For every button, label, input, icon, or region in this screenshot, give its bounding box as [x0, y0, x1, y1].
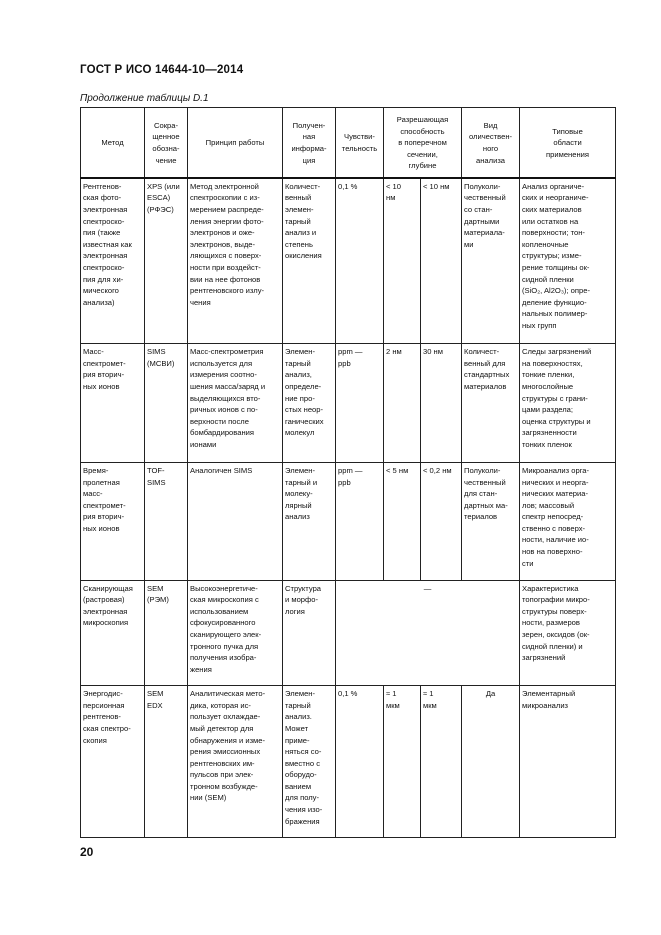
row-info: Элемен- тарный анализ, определе- ние про- стых неор- ганических молекул — [283, 344, 336, 463]
row-resolution-depth: ≈ 1 мкм — [421, 686, 462, 838]
row-resolution-lateral: < 10 нм — [384, 178, 421, 344]
table-continuation-caption: Продолжение таблицы D.1 — [80, 93, 209, 104]
row-method: Время- пролетная масс- спектромет- рия вторич- ных ионов — [81, 462, 145, 580]
row-principle: Метод электронной спектроскопии с из- мерением распреде- ления энергии фото- электронов и оже- электронов, выде- ляющихся с поверх- ности при воздейст- вии на нее фотонов рентгеновского излу- чения — [188, 178, 283, 344]
row-application: Следы загрязнений на поверхностях, тонкие пленки, многослойные структуры с грани- цами раздела; оценка структуры и загрязненности тонких пленок — [520, 344, 616, 463]
row-info: Элемен- тарный анализ. Может приме- няться со- вместно с оборудо- ванием для полу- чения изо- бражения — [283, 686, 336, 838]
row-sensitivity: ppm — ppb — [336, 462, 384, 580]
table-row — [81, 178, 616, 344]
row-principle: Масс-спектрометрия используется для измерения соотно- шения масса/заряд и выделяющихся вто- ричных ионов с по- верхности после бомбардирования ионами — [188, 344, 283, 463]
row-principle: Аналогичен SIMS — [188, 462, 283, 580]
page-number: 20 — [80, 845, 94, 859]
row-analysis-type: Да — [462, 686, 520, 838]
row-sensitivity: 0,1 % — [336, 686, 384, 838]
row-merged-dash: — — [336, 580, 520, 686]
row-resolution-depth: < 10 нм — [421, 178, 462, 344]
row-abbrev: SIMS (МСВИ) — [145, 344, 188, 463]
row-application: Характеристика топографии микро- структуры поверх- ности, размеров зерен, оксидов (ок- сидной пленки) и загрязнений — [520, 580, 616, 686]
row-analysis-type: Полуколи- чественный со стан- дартными материала- ми — [462, 178, 520, 344]
table-header-row — [81, 108, 616, 178]
row-resolution-lateral: ≈ 1 мкм — [384, 686, 421, 838]
header-sensitivity: Чувстви- тельность — [336, 108, 384, 178]
row-info: Структура и морфо- логия — [283, 580, 336, 686]
row-method: Энергодис- персионная рентгенов- ская спектро- скопия — [81, 686, 145, 838]
row-principle: Высокоэнергетиче- ская микроскопия с использованием сфокусированного сканирующего элек- тронного пучка для получения изобра- жения — [188, 580, 283, 686]
row-principle: Аналитическая мето- дика, которая ис- пользует охлаждае- мый детектор для обнаружения и изме- рения эмиссионных рентгеновских им- пульсов при элек- тронном возбужде- нии (SEM) — [188, 686, 283, 838]
row-resolution-lateral: < 5 нм — [384, 462, 421, 580]
row-method: Сканирующая (растровая) электронная микроскопия — [81, 580, 145, 686]
row-info: Элемен- тарный и молеку- лярный анализ — [283, 462, 336, 580]
header-application: Типовые области применения — [520, 108, 616, 178]
row-method: Масс- спектромет- рия вторич- ных ионов — [81, 344, 145, 463]
row-abbrev: TOF- SIMS — [145, 462, 188, 580]
table-row — [81, 462, 616, 580]
row-sensitivity: ppm — ppb — [336, 344, 384, 463]
row-resolution-depth: 30 нм — [421, 344, 462, 463]
row-info: Количест- венный элемен- тарный анализ и степень окисления — [283, 178, 336, 344]
row-application: Анализ органиче- ских и неорганиче- ских материалов или остатков на поверхности; тон- копленочные структуры; изме- рение толщины ок- сидной пленки (SiO₂, Al2O₃); опре- деление функцио- нальных полимер- ных групп — [520, 178, 616, 344]
header-type: Вид оличествен- ного анализа — [462, 108, 520, 178]
row-abbrev: XPS (или ESCA) (РФЭС) — [145, 178, 188, 344]
table-row — [81, 686, 616, 838]
header-method: Метод — [81, 108, 145, 178]
header-resolution: Разрешающая способность в поперечном сечении, глубине — [384, 108, 462, 178]
row-resolution-lateral: 2 нм — [384, 344, 421, 463]
header-abbrev: Сокра- щенное обозна- чение — [145, 108, 188, 178]
row-method: Рентгенов- ская фото- электронная спектроско- пия (также известная как электронная спектроско- пия для хи- мического анализа) — [81, 178, 145, 344]
header-principle: Принцип работы — [188, 108, 283, 178]
methods-table — [80, 107, 616, 838]
row-analysis-type: Полуколи- чественный для стан- дартных ма- териалов — [462, 462, 520, 580]
table-row — [81, 344, 616, 463]
row-application: Элементарный микроанализ — [520, 686, 616, 838]
row-application: Микроанализ орга- нических и неорга- нических материа- лов; массовый спектр непосред- ственно с поверх- ности, наличие ио- нов на поверхно- сти — [520, 462, 616, 580]
document-title: ГОСТ Р ИСО 14644-10—2014 — [80, 64, 244, 76]
row-sensitivity: 0,1 % — [336, 178, 384, 344]
header-info: Получен- ная информа- ция — [283, 108, 336, 178]
row-abbrev: SEM (РЭМ) — [145, 580, 188, 686]
row-analysis-type: Количест- венный для стандартных материалов — [462, 344, 520, 463]
table-row — [81, 580, 616, 686]
row-abbrev: SEM EDX — [145, 686, 188, 838]
row-resolution-depth: < 0,2 нм — [421, 462, 462, 580]
